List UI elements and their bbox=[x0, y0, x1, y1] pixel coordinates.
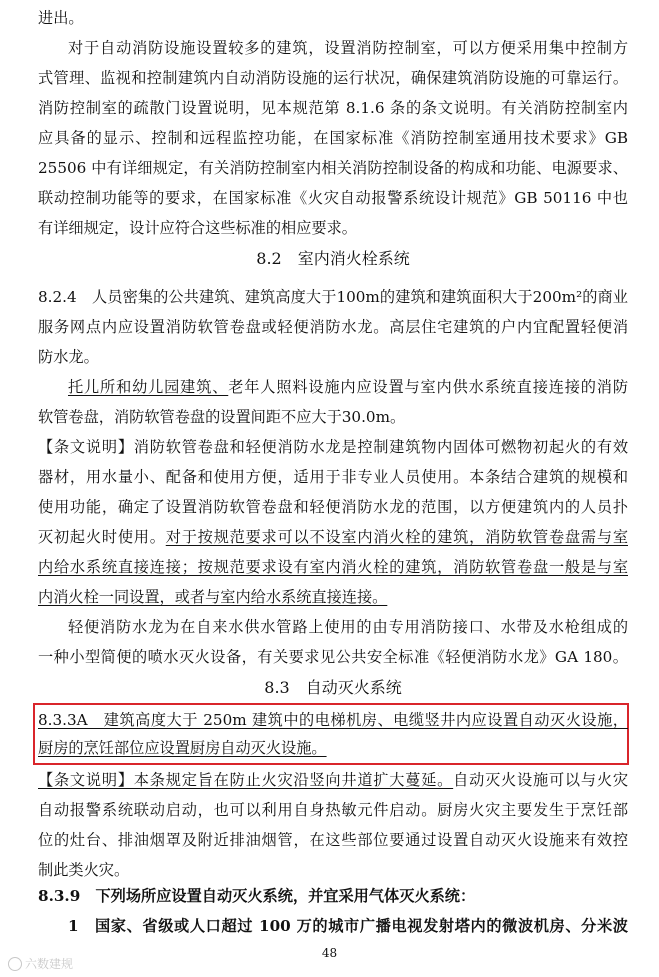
underlined-text: 内给水系统直接连接；按规范要求设有室内消火栓的建筑，消防软管卷盘一般是与室 bbox=[38, 558, 628, 576]
text-line: 式管理、监视和控制建筑内自动消防设施的运行状况，确保建筑消防设施的可靠运行。 bbox=[38, 69, 628, 87]
watermark-logo-icon bbox=[8, 957, 22, 971]
explanation-8-2-4: 【条文说明】消防软管卷盘和轻便消防水龙是控制建筑物内固体可燃物初起火的有效 bbox=[38, 438, 628, 456]
text-line: 厨房的烹饪部位应设置厨房自动灭火设施。 bbox=[38, 739, 327, 757]
text-span: 老年人照料设施内应设置与室内供水系统直接连接的消防 bbox=[228, 378, 628, 396]
text-line: 有详细规定，设计应符合这些标准的相应要求。 bbox=[38, 219, 357, 237]
text-line: 位的灶台、排油烟罩及附近排油烟管，在这些部位要通过设置自动灭火设施来有效控 bbox=[38, 831, 628, 849]
clause-8-2-4: 8.2.4 人员密集的公共建筑、建筑高度大于100m的建筑和建筑面积大于200m²的商业 bbox=[38, 288, 628, 306]
section-heading-8-2: 8.2 室内消火栓系统 bbox=[256, 249, 410, 268]
text-line: 应具备的显示、控制和远程监控功能，在国家标准《消防控制室通用技术要求》GB bbox=[38, 129, 628, 147]
text-line: 25506 中有详细规定，有关消防控制室内相关消防控制设备的构成和功能、电源要求、 bbox=[38, 159, 628, 177]
text-line: 服务网点内应设置消防软管卷盘或轻便消防水龙。高层住宅建筑的户内宜配置轻便消 bbox=[38, 318, 628, 336]
underlined-text: 对于按规范要求可以不设室内消火栓的建筑，消防软管卷盘需与室 bbox=[165, 528, 628, 546]
text-line: 防水龙。 bbox=[38, 348, 99, 366]
text-line: 对于自动消防设施设置较多的建筑，设置消防控制室，可以方便采用集中控制方 bbox=[68, 39, 628, 57]
page-number: 48 bbox=[321, 946, 338, 960]
underlined-text: 托儿所和幼儿园建筑、 bbox=[68, 378, 229, 396]
text-line: 器材，用水量小、配备和使用方便，适用于非专业人员使用。本条结合建筑的规模和 bbox=[38, 468, 628, 486]
text-line: 一种小型简便的喷水灭火设备，有关要求见公共安全标准《轻便消防水龙》GA 180。 bbox=[38, 648, 628, 666]
text-line bbox=[38, 522, 628, 552]
clause-8-3-9: 8.3.9 下列场所应设置自动灭火系统，并宜采用气体灭火系统： bbox=[38, 887, 476, 905]
text-line: 使用功能，确定了设置消防软管卷盘和轻便消防水龙的范围，以方便建筑内的人员扑 bbox=[38, 498, 628, 516]
clause-8-3-3a: 8.3.3A 建筑高度大于 250m 建筑中的电梯机房、电缆竖井内应设置自动灭火设施， bbox=[38, 711, 628, 729]
section-heading-8-3: 8.3 自动灭火系统 bbox=[264, 678, 402, 697]
text-span: 自动灭火设施可以与火灾 bbox=[453, 771, 628, 789]
watermark bbox=[8, 955, 73, 972]
text-line: 轻便消防水龙为在自来水供水管路上使用的由专用消防接口、水带及水枪组成的 bbox=[68, 618, 628, 636]
list-item: 1 国家、省级或人口超过 100 万的城市广播电视发射塔内的微波机房、分米波 bbox=[68, 917, 628, 935]
text-line: 进出。 bbox=[38, 9, 84, 27]
text-span: 灭初起火时使用。 bbox=[38, 528, 166, 546]
watermark-text: 六数建规 bbox=[25, 957, 74, 971]
text-line: 制此类火灾。 bbox=[38, 861, 130, 879]
text-line: 消防控制室的疏散门设置说明，见本规范第 8.1.6 条的条文说明。有关消防控制室内 bbox=[38, 99, 628, 117]
underlined-text: 内消火栓一同设置，或者与室内给水系统直接连接。 bbox=[38, 588, 388, 606]
text-line: 自动报警系统联动启动，也可以利用自身热敏元件启动。厨房火灾主要发生于烹饪部 bbox=[38, 801, 628, 819]
text-line: 联动控制功能等的要求，在国家标准《火灾自动报警系统设计规范》GB 50116 中也 bbox=[38, 189, 628, 207]
underlined-text: 【条文说明】本条规定旨在防止火灾沿竖向井道扩大蔓延。 bbox=[38, 771, 454, 789]
text-line bbox=[68, 372, 628, 402]
text-line: 软管卷盘，消防软管卷盘的设置间距不应大于30.0m。 bbox=[38, 408, 406, 426]
explanation-8-3-3a bbox=[38, 765, 628, 795]
